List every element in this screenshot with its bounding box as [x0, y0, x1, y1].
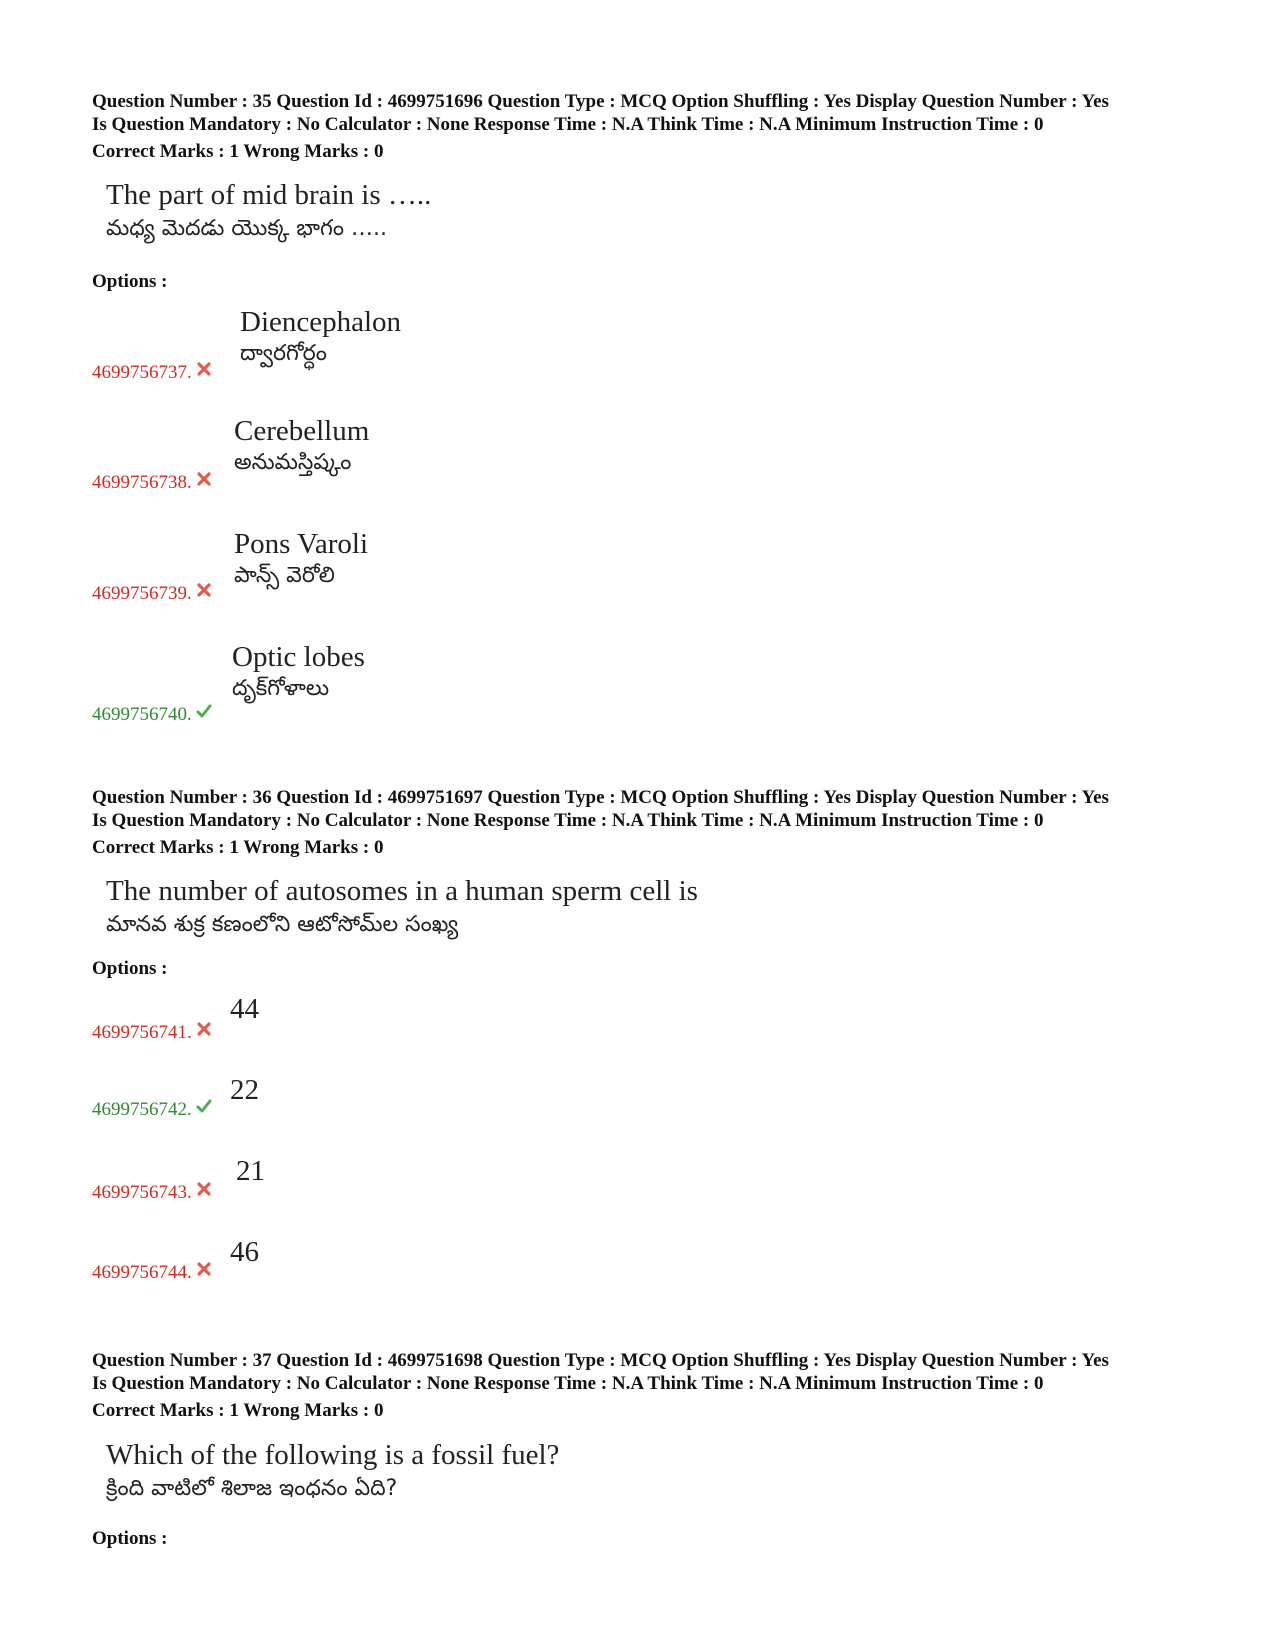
option-text	[240, 305, 401, 369]
question-meta-line: Question Number : 36 Question Id : 4699751697 Question Type : MCQ Option Shuffling : Yes Display Question Number : Yes	[92, 787, 1109, 808]
question-35-text	[106, 178, 431, 246]
question-marks: Correct Marks : 1 Wrong Marks : 0	[92, 1400, 384, 1421]
check-icon	[196, 1098, 212, 1114]
options-label: Options :	[92, 271, 168, 292]
options-label: Options :	[92, 958, 168, 979]
option-id: 4699756744.	[92, 1261, 212, 1284]
option-text-english: Optic lobes	[232, 641, 365, 673]
option-text: 21	[236, 1155, 265, 1187]
option-text-english: Cerebellum	[234, 415, 370, 447]
option-id: 4699756740.	[92, 703, 212, 726]
option-text-telugu: దృక్‌గోళాలు	[232, 676, 330, 701]
cross-icon	[196, 1261, 212, 1277]
option-text-english: Diencephalon	[240, 306, 402, 338]
option-text-english: Pons Varoli	[234, 528, 369, 560]
question-text-telugu: క్రింది వాటిలో శిలాజ ఇంధనం ఏది?	[106, 1476, 398, 1501]
option-id: 4699756742.	[92, 1098, 212, 1121]
question-text-english: The number of autosomes in a human sperm cell is	[106, 875, 698, 907]
question-meta-line: Question Number : 37 Question Id : 4699751698 Question Type : MCQ Option Shuffling : Yes Display Question Number : Yes	[92, 1350, 1109, 1371]
option-text-telugu: ద్వారగోర్ధం	[240, 341, 327, 366]
option-text-telugu: అనుమస్తిష్కం	[234, 450, 352, 475]
option-text-telugu: పాన్స్ వెరోలి	[234, 563, 335, 588]
option-text	[234, 414, 369, 478]
option-text	[234, 527, 368, 591]
option-id: 4699756737.	[92, 361, 212, 384]
question-text-english: The part of mid brain is …..	[106, 179, 432, 211]
question-35-meta	[92, 90, 1212, 163]
cross-icon	[196, 1181, 212, 1197]
question-marks: Correct Marks : 1 Wrong Marks : 0	[92, 837, 384, 858]
question-text-english: Which of the following is a fossil fuel?	[106, 1439, 560, 1471]
question-37-text	[106, 1438, 559, 1506]
question-meta-line: Is Question Mandatory : No Calculator : None Response Time : N.A Think Time : N.A Minimum Instruction Time : 0	[92, 810, 1044, 831]
option-id: 4699756743.	[92, 1181, 212, 1204]
option-id: 4699756739.	[92, 582, 212, 605]
options-label: Options :	[92, 1528, 168, 1549]
option-id: 4699756738.	[92, 471, 212, 494]
question-meta-line: Is Question Mandatory : No Calculator : None Response Time : N.A Think Time : N.A Minimum Instruction Time : 0	[92, 114, 1044, 135]
cross-icon	[196, 361, 212, 377]
question-36-meta	[92, 786, 1212, 859]
cross-icon	[196, 471, 212, 487]
cross-icon	[196, 582, 212, 598]
cross-icon	[196, 1021, 212, 1037]
question-meta-line: Question Number : 35 Question Id : 4699751696 Question Type : MCQ Option Shuffling : Yes Display Question Number : Yes	[92, 91, 1109, 112]
question-text-telugu: మధ్య మెదడు యొక్క భాగం …..	[106, 216, 387, 241]
option-id: 4699756741.	[92, 1021, 212, 1044]
question-meta-line: Is Question Mandatory : No Calculator : None Response Time : N.A Think Time : N.A Minimum Instruction Time : 0	[92, 1373, 1044, 1394]
question-text-telugu: మానవ శుక్ర కణంలోని ఆటోసోమ్‌ల సంఖ్య	[106, 912, 459, 937]
question-marks: Correct Marks : 1 Wrong Marks : 0	[92, 141, 384, 162]
question-37-meta	[92, 1349, 1212, 1422]
option-text: 44	[230, 993, 259, 1025]
option-text: 22	[230, 1074, 259, 1106]
question-36-text	[106, 874, 698, 942]
option-text	[232, 640, 365, 704]
check-icon	[196, 703, 212, 719]
option-text: 46	[230, 1236, 259, 1268]
